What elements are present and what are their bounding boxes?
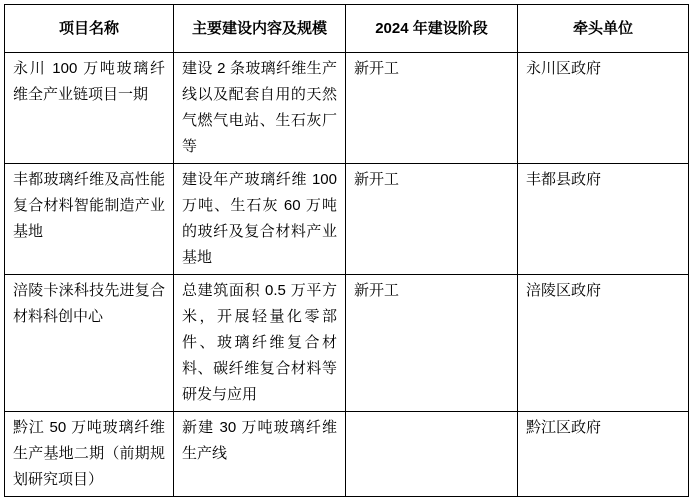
column-header-content: 主要建设内容及规模 xyxy=(174,5,346,53)
cell-project-name: 丰都玻璃纤维及高性能复合材料智能制造产业基地 xyxy=(5,164,174,275)
column-header-unit: 牵头单位 xyxy=(518,5,689,53)
table-row xyxy=(5,53,689,164)
column-header-project: 项目名称 xyxy=(5,5,174,53)
table-row xyxy=(5,164,689,275)
cell-construction-phase: 新开工 xyxy=(346,275,518,412)
cell-construction-content: 建设 2 条玻璃纤维生产线以及配套自用的天然气燃气电站、生石灰厂等 xyxy=(174,53,346,164)
cell-project-name: 永川 100 万吨玻璃纤维全产业链项目一期 xyxy=(5,53,174,164)
column-header-phase: 2024 年建设阶段 xyxy=(346,5,518,53)
cell-construction-phase: 新开工 xyxy=(346,53,518,164)
projects-table xyxy=(4,4,689,497)
cell-construction-content: 建设年产玻璃纤维 100 万吨、生石灰 60 万吨的玻纤及复合材料产业基地 xyxy=(174,164,346,275)
cell-project-name: 黔江 50 万吨玻璃纤维生产基地二期（前期规划研究项目） xyxy=(5,412,174,497)
cell-lead-unit: 涪陵区政府 xyxy=(518,275,689,412)
table-row xyxy=(5,412,689,497)
cell-construction-content: 新建 30 万吨玻璃纤维生产线 xyxy=(174,412,346,497)
cell-lead-unit: 永川区政府 xyxy=(518,53,689,164)
table-row xyxy=(5,275,689,412)
cell-construction-phase xyxy=(346,412,518,497)
cell-lead-unit: 黔江区政府 xyxy=(518,412,689,497)
cell-construction-phase: 新开工 xyxy=(346,164,518,275)
cell-lead-unit: 丰都县政府 xyxy=(518,164,689,275)
cell-project-name: 涪陵卡涞科技先进复合材料科创中心 xyxy=(5,275,174,412)
table-header-row xyxy=(5,5,689,53)
cell-construction-content: 总建筑面积 0.5 万平方米，开展轻量化零部件、玻璃纤维复合材料、碳纤维复合材料等研发与应用 xyxy=(174,275,346,412)
